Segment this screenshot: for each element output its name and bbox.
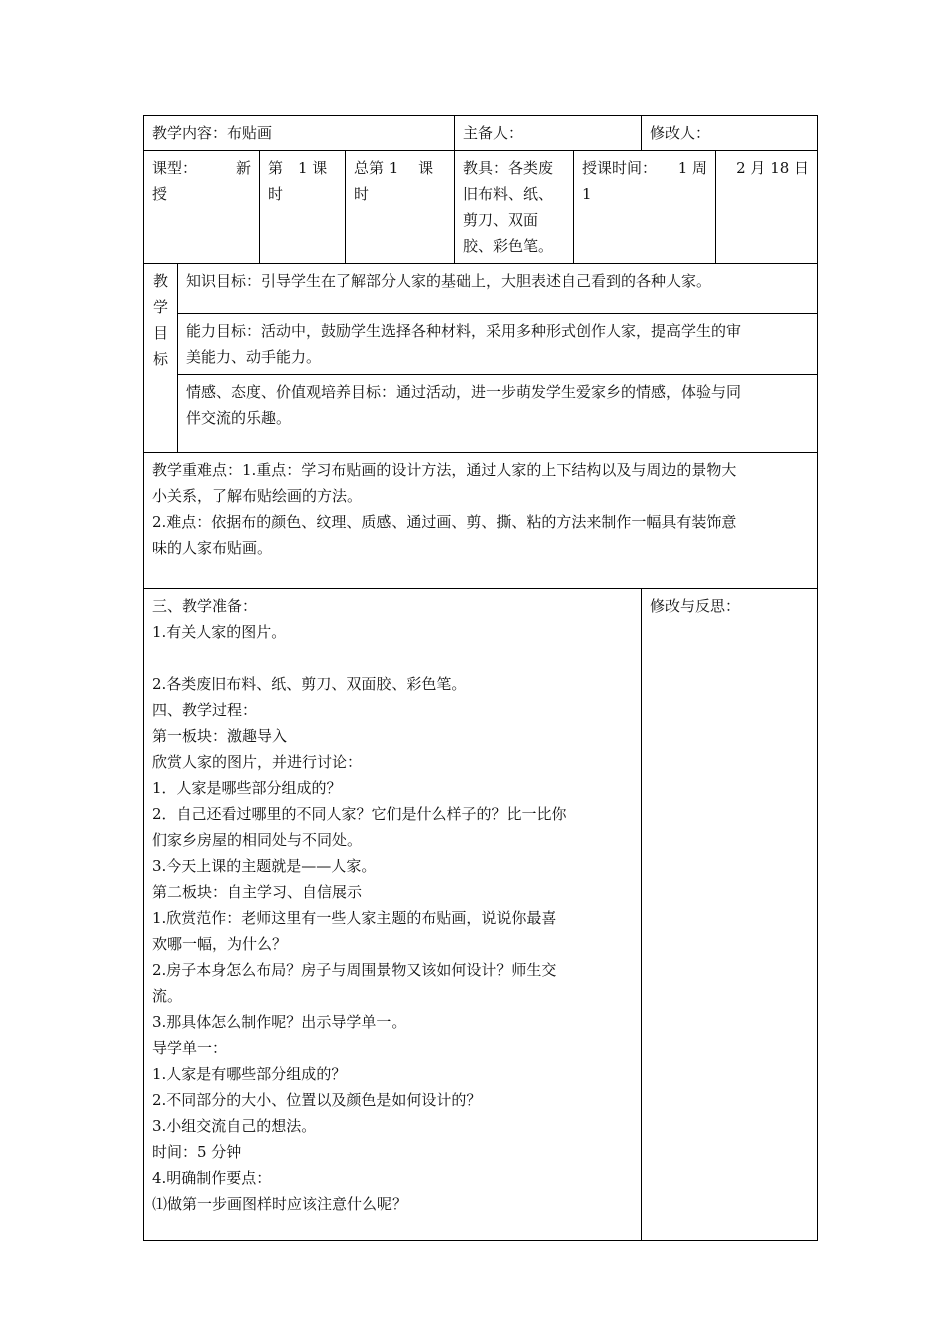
key-points: 教学重难点：1.重点：学习布贴画的设计方法，通过人家的上下结构以及与周边的景物大 小关系，了解布贴绘画的方法。 2.难点：依据布的颜色、纹理、质感、通过画、剪、撕、粘的方法来制作一幅具有装饰意 味的人家布贴画。 — [144, 453, 818, 589]
teaching-date: 2 月 18 日 — [716, 151, 818, 264]
preparer: 主备人： — [455, 116, 642, 151]
lesson-plan-table — [143, 115, 818, 1241]
teaching-process: 三、教学准备： 1.有关人家的图片。 2.各类废旧布料、纸、剪刀、双面胶、彩色笔。 四、教学过程： 第一板块：激趣导入 欣赏人家的图片，并进行讨论： 1．人家是哪些部分组成的？ 2．自己还看过哪里的不同人家？它们是什么样子的？比一比你 们家乡房屋的相同处与不同处。 3.今天上课的主题就是——人家。 第二板块：自主学习、自信展示 1.欣赏范作：老师这里有一些人家主题的布贴画，说说你最喜 欢哪一幅，为什么？ 2.房子本身怎么布局？房子与周围景物又该如何设计？师生交 流。 3.那具体怎么制作呢？出示导学单一。 导学单一： 1.人家是有哪些部分组成的？ 2.不同部分的大小、位置以及颜色是如何设计的？ 3.小组交流自己的想法。 时间：5 分钟 4.明确制作要点： ⑴做第一步画图样时应该注意什么呢？ — [144, 589, 642, 1241]
lesson-plan — [143, 115, 817, 1241]
process-row — [144, 589, 818, 1241]
lesson-number: 第 1 课 时 — [260, 151, 346, 264]
goal-knowledge-row — [144, 264, 818, 314]
teaching-tools: 教具：各类废 旧布料、纸、 剪刀、双面 胶、彩色笔。 — [455, 151, 574, 264]
reflection-column: 修改与反思： — [642, 589, 818, 1241]
reviser: 修改人： — [642, 116, 818, 151]
goal-knowledge: 知识目标：引导学生在了解部分人家的基础上，大胆表述自己看到的各种人家。 — [178, 264, 818, 314]
goal-emotion-row — [144, 375, 818, 453]
lesson-type: 课型： 新 授 — [144, 151, 260, 264]
goal-ability: 能力目标：活动中，鼓励学生选择各种材料，采用多种形式创作人家，提高学生的审 美能力、动手能力。 — [178, 314, 818, 375]
total-lessons: 总第 1 课时 — [346, 151, 455, 264]
goals-label: 教 学 目 标 — [144, 264, 178, 453]
teaching-content: 教学内容：布贴画 — [144, 116, 455, 151]
goal-emotion: 情感、态度、价值观培养目标：通过活动，进一步萌发学生爱家乡的情感，体验与同 伴交流的乐趣。 — [178, 375, 818, 453]
teaching-time: 授课时间： 1 周 1 — [574, 151, 716, 264]
key-points-row — [144, 453, 818, 589]
goal-ability-row — [144, 314, 818, 375]
meta-row — [144, 151, 818, 264]
header-row — [144, 116, 818, 151]
